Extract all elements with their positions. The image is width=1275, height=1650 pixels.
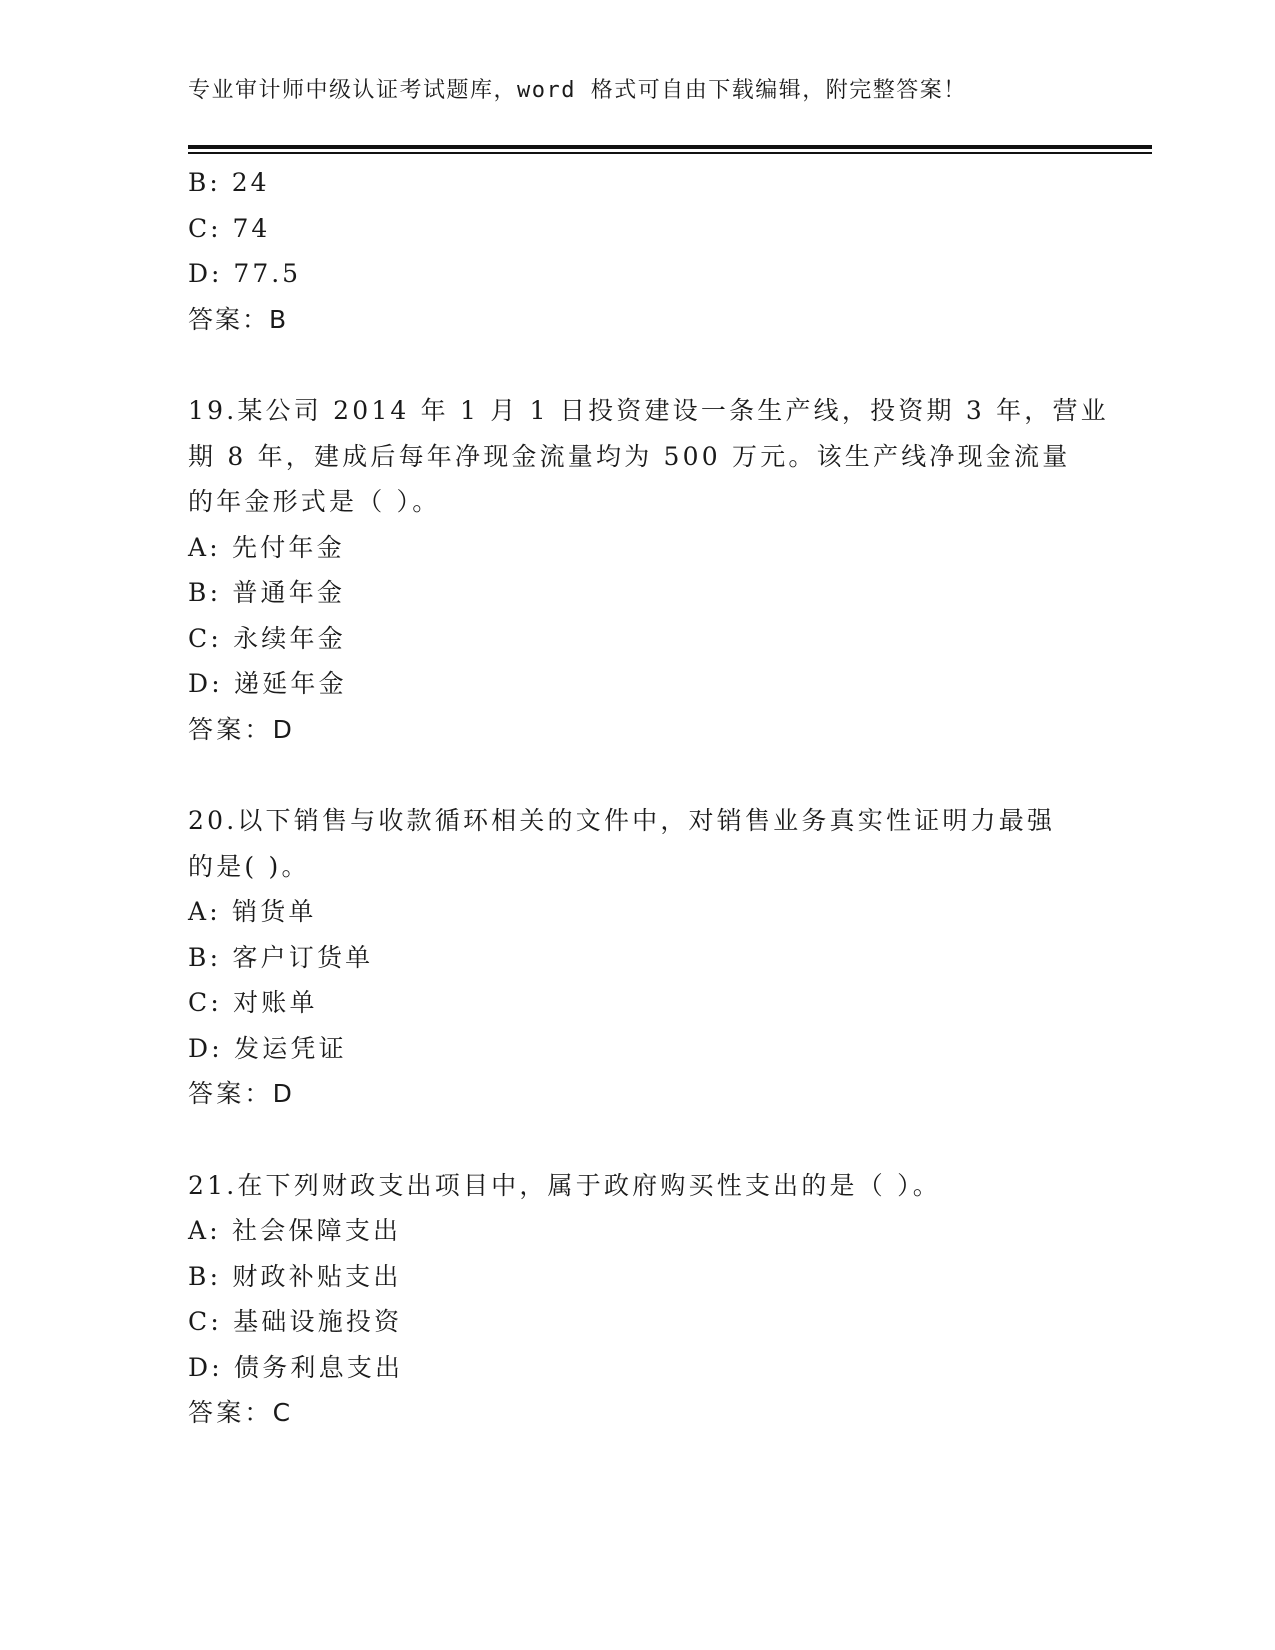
question-18-tail: [188, 160, 1088, 342]
header-rule-thin: [188, 152, 1152, 154]
option-c: C: 74: [188, 213, 271, 243]
header-rule-thick: [188, 145, 1152, 149]
question-stem-line: 期 8 年，建成后每年净现金流量均为 500 万元。该生产线净现金流量: [188, 441, 1071, 471]
option-d: D: 发运凭证: [188, 1033, 347, 1063]
option-b: B: 普通年金: [188, 578, 346, 607]
question-stem-line: 19.某公司 2014 年 1 月 1 日投资建设一条生产线，投资期 3 年，营业: [188, 396, 1109, 425]
question-stem-line: 的是( )。: [188, 851, 310, 881]
option-b: B: 客户订货单: [188, 942, 374, 972]
option-c: C: 基础设施投资: [188, 1307, 403, 1336]
spacer: [188, 342, 1088, 388]
option-d: D: 债务利息支出: [188, 1352, 404, 1382]
option-d: D: 递延年金: [188, 669, 347, 698]
answer-line: 答案：D: [188, 1079, 296, 1108]
page-header-title: 专业审计师中级认证考试题库，word 格式可自由下载编辑，附完整答案！: [188, 78, 967, 103]
option-b: B: 24: [188, 168, 270, 197]
option-a: A: 先付年金: [188, 532, 345, 562]
option-d: D: 77.5: [188, 259, 302, 288]
question-21: [188, 1163, 1088, 1436]
answer-line: 答案：B: [188, 304, 289, 334]
option-a: A: 社会保障支出: [188, 1216, 402, 1245]
answer-line: 答案：C: [188, 1398, 294, 1427]
spacer: [188, 752, 1088, 798]
question-19: [188, 388, 1109, 752]
question-stem-line: 的年金形式是（ ）。: [188, 487, 441, 516]
question-stem-line: 20.以下销售与收款循环相关的文件中，对销售业务真实性证明力最强: [188, 806, 1056, 835]
option-b: B: 财政补贴支出: [188, 1261, 402, 1291]
option-a: A: 销货单: [188, 897, 317, 926]
spacer: [188, 1117, 1088, 1163]
option-c: C: 对账单: [188, 988, 318, 1017]
answer-line: 答案：D: [188, 714, 296, 744]
question-content: [188, 160, 1109, 1436]
question-stem-line: 21.在下列财政支出项目中，属于政府购买性支出的是（ ）。: [188, 1170, 942, 1200]
question-20: [188, 798, 1088, 1117]
option-c: C: 永续年金: [188, 623, 346, 653]
